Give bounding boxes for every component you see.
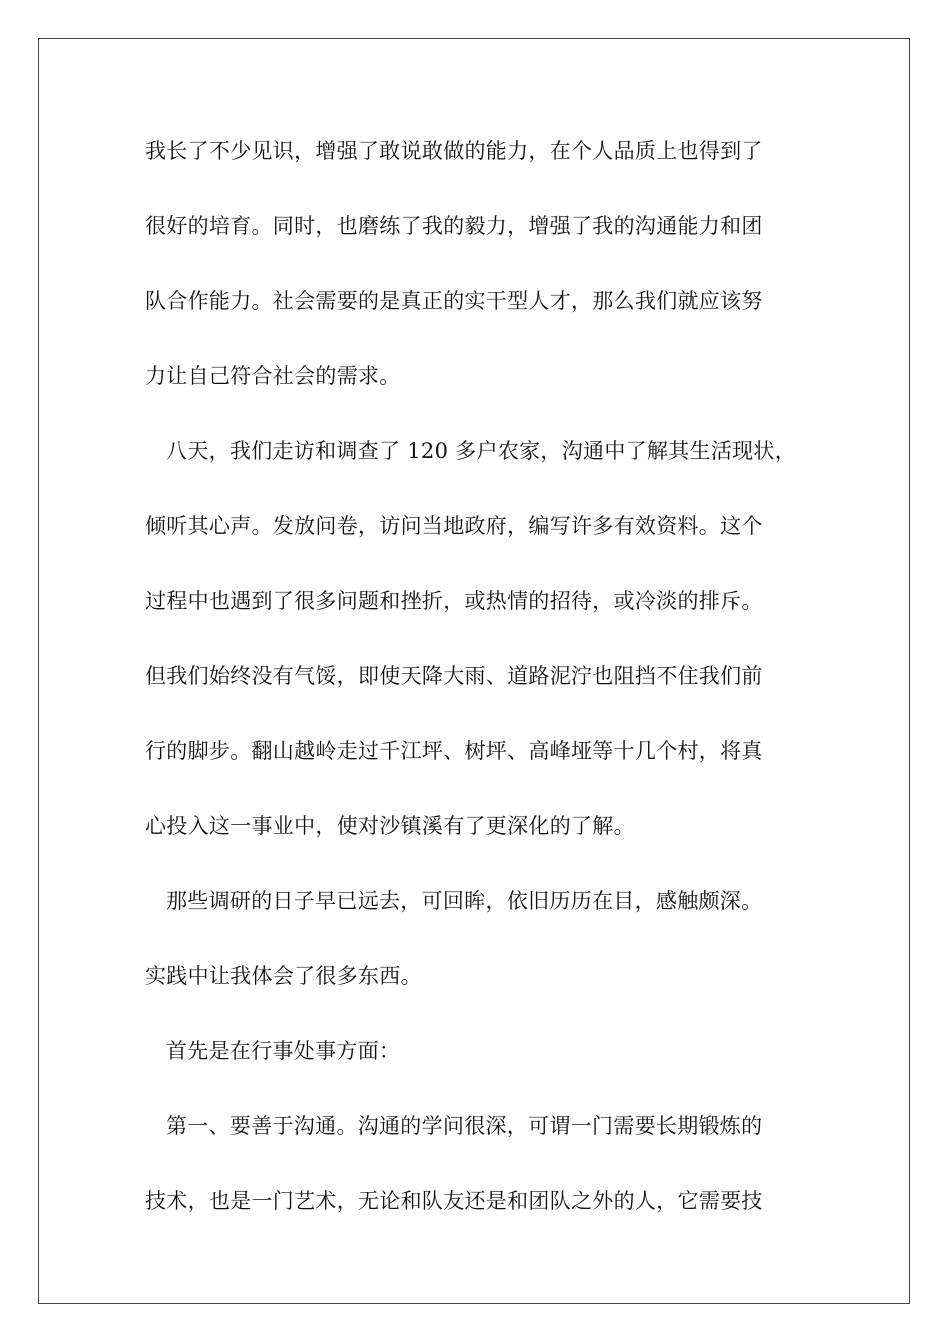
text-line: 八天，我们走访和调查了 120 多户农家，沟通中了解其生活现状， — [166, 439, 797, 463]
text-line: 实践中让我体会了很多东西。 — [145, 964, 422, 988]
text-line: 队合作能力。社会需要的是真正的实干型人才，那么我们就应该努 — [145, 289, 763, 313]
text-line: 行的脚步。翻山越岭走过千江坪、树坪、高峰垭等十几个村，将真 — [145, 739, 763, 763]
text-line: 第一、要善于沟通。沟通的学问很深，可谓一门需要长期锻炼的 — [166, 1114, 763, 1138]
text-line: 技术，也是一门艺术，无论和队友还是和团队之外的人，它需要技 — [145, 1189, 763, 1213]
text-line: 心投入这一事业中，使对沙镇溪有了更深化的了解。 — [145, 814, 635, 838]
text-line: 过程中也遇到了很多问题和挫折，或热情的招待，或冷淡的排斥。 — [145, 589, 763, 613]
text-line: 力让自己符合社会的需求。 — [145, 364, 401, 388]
text-line: 那些调研的日子早已远去，可回眸，依旧历历在目，感触颇深。 — [166, 889, 763, 913]
text-line: 但我们始终没有气馁，即使天降大雨、道路泥泞也阻挡不住我们前 — [145, 664, 763, 688]
text-line: 很好的培育。同时，也磨练了我的毅力，增强了我的沟通能力和团 — [145, 214, 763, 238]
text-line: 首先是在行事处事方面： — [166, 1039, 401, 1063]
text-line: 倾听其心声。发放问卷，访问当地政府，编写许多有效资料。这个 — [145, 514, 763, 538]
text-line: 我长了不少见识，增强了敢说敢做的能力，在个人品质上也得到了 — [145, 139, 763, 163]
